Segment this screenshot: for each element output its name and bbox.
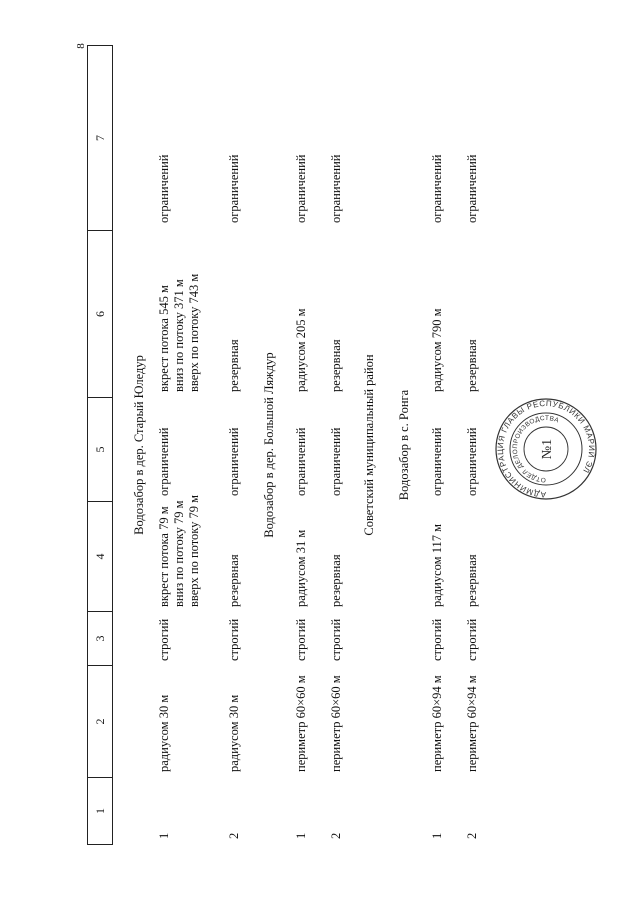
header-col-7: 7 — [88, 45, 112, 230]
cell-col-4: радиусом 117 м — [430, 523, 444, 607]
cell-col-1: 1 — [294, 832, 308, 839]
cell-col-2: периметр 60×60 м — [294, 675, 308, 772]
cell-col-1: 1 — [430, 832, 444, 839]
cell-col-5: ограничений — [465, 427, 479, 496]
cell-col-1: 2 — [465, 832, 479, 839]
cell-col-7: ограничений — [465, 154, 479, 223]
cell-col-6: радиусом 205 м — [294, 308, 308, 392]
cell-col-2: радиусом 30 м — [227, 694, 241, 772]
cell-col-7: ограничений — [430, 154, 444, 223]
rotated-table — [87, 45, 557, 845]
cell-col-4: резервная — [329, 554, 343, 607]
cell-col-6: вниз по потоку 371 м — [172, 279, 186, 392]
cell-col-4: радиусом 31 м — [294, 529, 308, 607]
cell-col-4: вверх по потоку 79 м — [187, 494, 201, 607]
page-number: 8 — [74, 43, 87, 49]
table-header — [87, 45, 113, 845]
group-title: Советский муниципальный район — [362, 354, 376, 536]
header-col-5: 5 — [88, 397, 112, 501]
stamp-ring-text: АДМИНИСТРАЦИЯ ГЛАВЫ РЕСПУБЛИКИ МАРИЙ ЭЛ — [495, 398, 597, 500]
stamp-inner-text: ОТДЕЛ ДЕЛОПРОИЗВОДСТВА — [511, 414, 560, 484]
cell-col-2: периметр 60×60 м — [329, 675, 343, 772]
cell-col-2: периметр 60×94 м — [430, 675, 444, 772]
cell-col-5: ограничений — [294, 427, 308, 496]
group-subtitle: Водозабор в с. Ронга — [397, 389, 411, 501]
cell-col-6: резервная — [227, 339, 241, 392]
cell-col-1: 1 — [157, 832, 171, 839]
cell-col-3: строгий — [329, 618, 343, 661]
cell-col-3: строгий — [294, 618, 308, 661]
cell-col-6: радиусом 790 м — [430, 308, 444, 392]
group-title: Водозабор в дер. Старый Юледур — [132, 355, 146, 535]
cell-col-7: ограничений — [227, 154, 241, 223]
cell-col-3: строгий — [430, 618, 444, 661]
cell-col-3: строгий — [465, 618, 479, 661]
header-col-3: 3 — [88, 611, 112, 665]
cell-col-5: ограничений — [157, 427, 171, 496]
cell-col-3: строгий — [157, 618, 171, 661]
cell-col-6: резервная — [465, 339, 479, 392]
cell-col-4: вниз по потоку 79 м — [172, 500, 186, 607]
cell-col-2: периметр 60×94 м — [465, 675, 479, 772]
header-col-2: 2 — [88, 665, 112, 777]
cell-col-5: ограничений — [227, 427, 241, 496]
group-title: Водозабор в дер. Большой Ляждур — [262, 352, 276, 538]
cell-col-4: резервная — [465, 554, 479, 607]
official-stamp — [493, 396, 599, 502]
header-col-1: 1 — [88, 777, 112, 845]
cell-col-7: ограничений — [157, 154, 171, 223]
cell-col-5: ограничений — [430, 427, 444, 496]
cell-col-4: резервная — [227, 554, 241, 607]
cell-col-5: ограничений — [329, 427, 343, 496]
cell-col-7: ограничений — [294, 154, 308, 223]
cell-col-6: вверх по потоку 743 м — [187, 273, 201, 392]
header-col-6: 6 — [88, 230, 112, 397]
cell-col-6: вкрест потока 545 м — [157, 285, 171, 392]
cell-col-1: 2 — [329, 832, 343, 839]
stamp-number: №1 — [540, 438, 555, 460]
header-col-4: 4 — [88, 501, 112, 611]
cell-col-6: резервная — [329, 339, 343, 392]
cell-col-7: ограничений — [329, 154, 343, 223]
cell-col-2: радиусом 30 м — [157, 694, 171, 772]
cell-col-3: строгий — [227, 618, 241, 661]
cell-col-1: 2 — [227, 832, 241, 839]
cell-col-4: вкрест потока 79 м — [157, 506, 171, 607]
